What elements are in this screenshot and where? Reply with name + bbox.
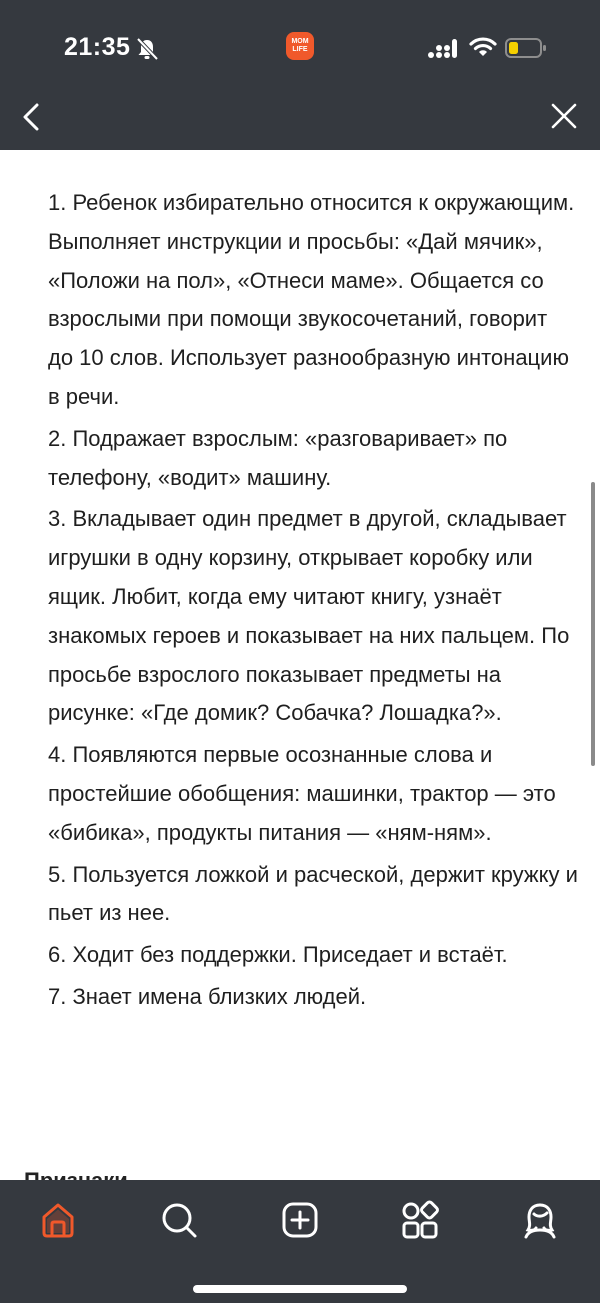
article-content[interactable]	[0, 150, 600, 1180]
close-icon[interactable]	[549, 101, 579, 131]
list-item: 2. Подражает взрослым: «разговаривает» по телефону, «водит» машину.	[48, 425, 508, 490]
list-item: 7. Знает имена близких людей.	[48, 983, 367, 1009]
app-logo	[286, 32, 314, 60]
battery-icon	[505, 37, 547, 59]
wifi-icon	[469, 36, 497, 58]
list-item: 3. Вкладывает один предмет в другой, складывает игрушки в одну корзину, открывает коробку или ящик. Любит, когда ему читают книгу, узнаёт знакомых героев и показывает на них пальцем. По просьбе взрослого показывает предметы на рисунке: «Где домик? Собачка? Лошадка?».	[48, 506, 570, 726]
top-bar	[0, 0, 600, 150]
bell-off-icon	[134, 36, 160, 62]
search-icon[interactable]	[159, 1200, 199, 1240]
list-item: 5. Пользуется ложкой и расческой, держит кружку и пьет из нее.	[48, 861, 578, 926]
home-indicator[interactable]	[193, 1285, 407, 1293]
add-post-icon[interactable]	[280, 1200, 320, 1240]
status-time: 21:35	[64, 33, 131, 61]
home-icon[interactable]	[38, 1200, 78, 1240]
app-logo-text-top: MOM	[291, 38, 309, 45]
list-item: 1. Ребенок избирательно относится к окружающим. Выполняет инструкции и просьбы: «Дай мячик», «Положи на пол», «Отнеси маме». Общается со взрослыми при помощи звукосочетаний, говорит до 10 слов. Использует разнообразную интонацию в речи.	[48, 190, 575, 409]
chevron-left-icon[interactable]	[18, 100, 46, 134]
milestones-list	[48, 184, 578, 1020]
profile-icon[interactable]	[520, 1200, 560, 1240]
signal-icon	[428, 37, 462, 59]
list-item: 4. Появляются первые осознанные слова и простейшие обобщения: машинки, трактор — это «бибика», продукты питания — «ням-ням».	[48, 742, 556, 845]
list-item: 6. Ходит без поддержки. Приседает и встаёт.	[48, 942, 508, 968]
apps-icon[interactable]	[400, 1200, 440, 1240]
scrollbar[interactable]	[591, 482, 595, 766]
app-logo-text-bottom: LIFE	[292, 46, 308, 53]
